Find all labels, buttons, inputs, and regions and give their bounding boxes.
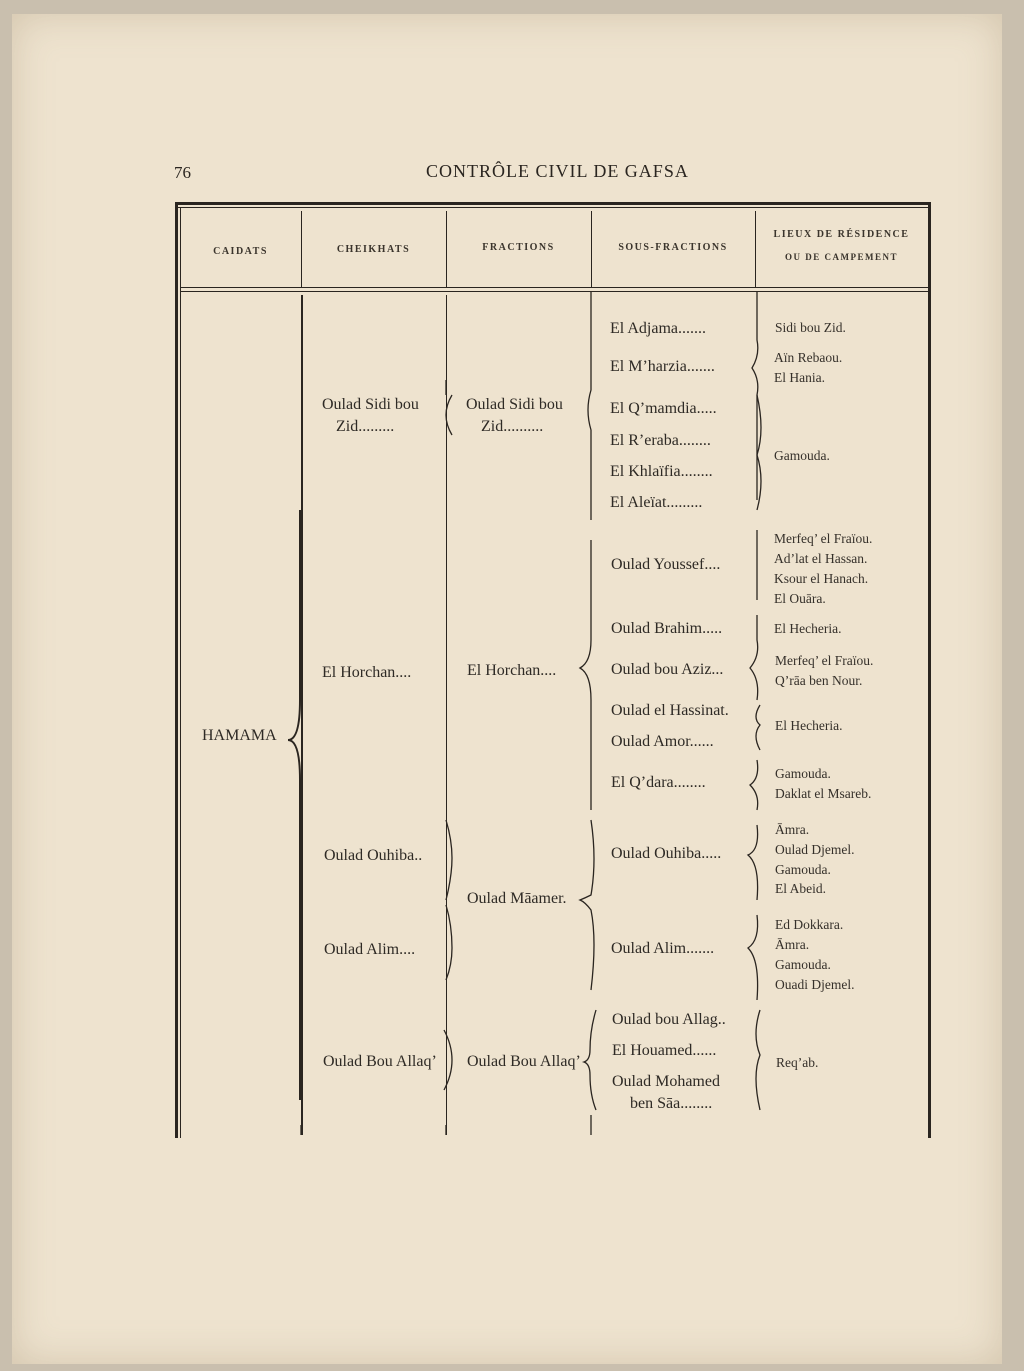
lieu-3: El Hania. [774,370,825,385]
lieu-10: Merfeq’ el Fraïou. [775,653,874,668]
sous-fraction-8: Oulad Brahim..... [611,620,723,637]
fraction-4: Oulad Bou Allaq’ [467,1053,581,1070]
sous-fraction-1: El Adjama....... [610,320,706,337]
lieu-16: Oulad Djemel. [775,842,855,857]
caidat-name: HAMAMA [202,727,277,744]
fraction-1-line2: Zid.......... [481,418,544,435]
fraction-1-line1: Oulad Sidi bou [466,396,563,413]
lieu-13: Gamouda. [775,766,831,781]
sous-fraction-7: Oulad Youssef.... [611,556,721,573]
sous-fraction-11: Oulad Amor...... [611,733,714,750]
lieu-5: Merfeq’ el Fraïou. [774,531,873,546]
sous-fraction-13: Oulad Ouhiba..... [611,845,722,862]
sous-fraction-14: Oulad Alim....... [611,940,715,957]
fraction-3: Oulad Māamer. [467,890,567,907]
fraction-2: El Horchan.... [467,662,557,679]
sous-fraction-16: El Houamed...... [612,1042,717,1059]
lieu-20: Āmra. [775,937,810,952]
sous-fraction-2: El M’harzia....... [610,358,715,375]
sous-fraction-3: El Q’mamdia..... [610,400,717,417]
column-header-caidats: CAIDATS [213,246,268,257]
sous-fraction-17-cont: ben Sāa........ [630,1095,713,1112]
sous-fraction-9: Oulad bou Aziz... [611,661,724,678]
lieu-18: El Abeid. [775,881,826,896]
sous-fraction-17: Oulad Mohamed [612,1073,720,1090]
lieu-15: Āmra. [775,822,810,837]
cheikhat-3: Oulad Ouhiba.. [324,847,423,864]
sous-fraction-6: El Aleïat......... [610,494,703,511]
lieu-9: El Hecheria. [774,621,842,636]
lieu-1: Sidi bou Zid. [775,320,846,335]
lieu-7: Ksour el Hanach. [774,571,869,586]
sous-fraction-10: Oulad el Hassinat. [611,702,729,719]
sous-fraction-12: El Q’dara........ [611,774,706,791]
column-header-lieux-line2: OU DE CAMPEMENT [785,252,898,262]
lieu-4: Gamouda. [774,448,830,463]
cheikhat-1-line2: Zid......... [336,418,395,435]
cheikhat-5: Oulad Bou Allaq’ [323,1053,437,1070]
sous-fraction-4: El R’eraba........ [610,432,711,449]
column-header-cheikhats: CHEIKHATS [336,244,411,255]
lieu-6: Ad’lat el Hassan. [774,551,868,566]
page-sheet [12,14,1002,1364]
running-title: CONTRÔLE CIVIL DE GAFSA [426,161,689,181]
lieu-12: El Hecheria. [775,718,843,733]
lieu-2: Aïn Rebaou. [774,350,843,365]
lieu-19: Ed Dokkara. [775,917,844,932]
cheikhat-4: Oulad Alim.... [324,941,416,958]
cheikhat-1-line1: Oulad Sidi bou [322,396,419,413]
lieu-14: Daklat el Msareb. [775,786,872,801]
lieu-21: Gamouda. [775,957,831,972]
page-number: 76 [174,163,191,182]
lieu-17: Gamouda. [775,862,831,877]
sous-fraction-5: El Khlaïfia........ [610,463,713,480]
lieu-8: El Ouāra. [774,591,826,606]
lieu-11: Q’rāa ben Nour. [775,673,863,688]
column-header-sous-fractions: SOUS-FRACTIONS [618,242,728,253]
cheikhat-2: El Horchan.... [322,664,412,681]
sous-fraction-15: Oulad bou Allag.. [612,1011,726,1028]
column-header-lieux-line1: LIEUX DE RÉSIDENCE [773,229,910,240]
lieu-22: Ouadi Djemel. [775,977,855,992]
lieu-23: Req’ab. [776,1055,819,1070]
column-header-fractions: FRACTIONS [482,242,555,253]
